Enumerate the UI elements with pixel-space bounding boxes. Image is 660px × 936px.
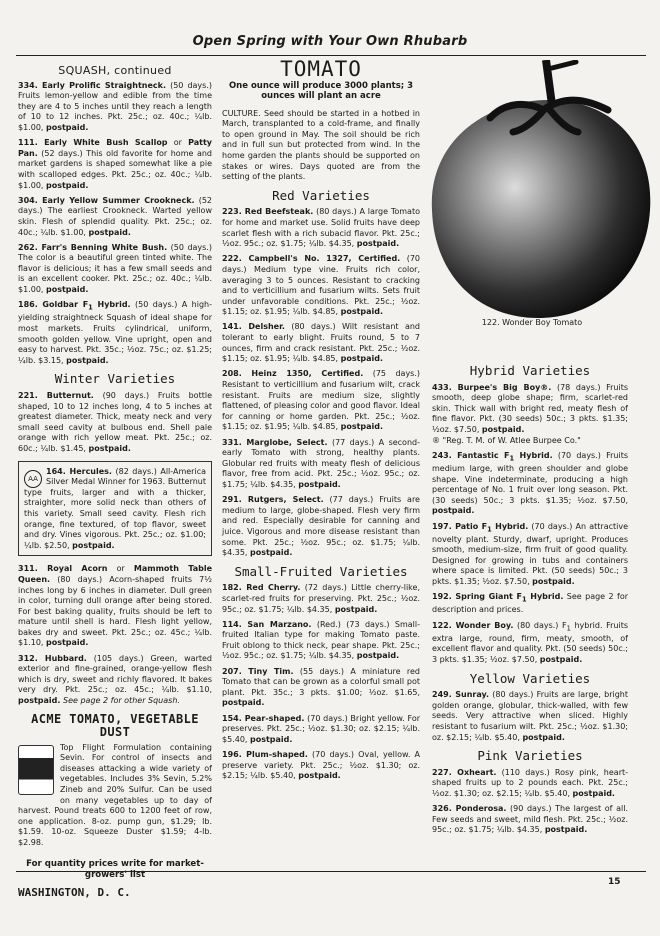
- catalog-entry: 311. Royal Acorn or Mammoth Table Queen. (80 days.) Acorn-shaped fruits 7½ inches long by 6 inches in diameter. Dull green in color, turning dull orange after being stored. For best baking quality, fruits should be left to mature until shell is hard. Flesh light yellow, bakes dry and sweet. Pkt. 25c.; oz. 45c.; ¼lb. $1.10, postpaid.: [18, 564, 212, 648]
- winter-varieties-heading: Winter Varieties: [54, 371, 176, 387]
- catalog-entry: 141. Delsher. (80 days.) Wilt resistant and tolerant to early blight. Fruits round, 5 to 7 ounces, firm and crack resistant. Pkt. 25c.; ½oz. $1.15; oz. $1.95; ¼lb. $4.85, postpaid.: [222, 322, 420, 364]
- small-fruited-heading: Small-Fruited Varieties: [234, 563, 408, 579]
- catalog-entry: 197. Patio $F_1$ Hybrid. (70 days.) An attractive novelty plant. Sturdy, dwarf, upright. Produces smooth, medium-size, firm fruit of good quality. Designed for growing in tubs and containers where space is limited. Pkt. (50 seeds) 50c.; 3 pkts. $1.35; ½oz. $7.50, postpaid.: [432, 521, 629, 587]
- catalog-entry: 227. Oxheart. (110 days.) Rosy pink, heart-shaped fruits up to 2 pounds each. Pkt. 25c.; ½oz. $1.30; oz. $2.15; ¼lb. $5.40, postpaid.: [432, 767, 629, 798]
- catalog-entry: 114. San Marzano. (Red.) (73 days.) Small-fruited Italian type for making Tomato paste. Fruit oblong to thick neck, pear shape. Pkt. 25c.; ½oz. 95c.; oz. $1.75; ¼lb. $4.35, postpaid.: [222, 619, 420, 661]
- catalog-entry: 182. Red Cherry. (72 days.) Little cherry-like, scarlet-red fruits for preserving. Pkt. 25c.; ½oz. 95c.; oz. $1.75; ¼lb. $4.35, postpaid.: [222, 583, 420, 614]
- quantity-note: For quantity prices write for market-growers' list: [26, 858, 204, 880]
- column-squash: [18, 64, 212, 881]
- tomato-caption: 122. Wonder Boy Tomato: [481, 318, 583, 327]
- all-america-medal-icon: AA: [24, 470, 42, 488]
- catalog-entry: 262. Farr's Benning White Bush. (50 days.) The color is a beautiful green tinted white. The flavor is delicious; it has a few small seeds and is an excellent cooker. Pkt. 25c.; oz. 40c.; ¼lb. $1.00, postpaid.: [18, 242, 212, 295]
- catalog-entry: 312. Hubbard. (105 days.) Green, warted exterior and fine-grained, orange-yellow flesh which is dry, sweet and richly flavored. It bakes very dry. Pkt. 25c.; oz. 45c.; ¼lb. $1.10, postpaid. See page 2 for other Squash.: [18, 653, 213, 706]
- header-rule: [16, 55, 646, 56]
- column-tomato: [222, 57, 421, 786]
- column-hybrid: [432, 358, 628, 841]
- catalog-entry: 326. Ponderosa. (90 days.) The largest of all. Few seeds and sweet, mild flesh. Pkt. 25c.; ½oz. 95c.; oz. $1.75; ¼lb. $4.35, postpaid.: [432, 804, 628, 835]
- squash-entries: [18, 81, 212, 367]
- winter-entries: [18, 391, 212, 455]
- footer-city: WASHINGTON, D. C.: [18, 886, 131, 899]
- running-header: Open Spring with Your Own Rhubarb: [192, 34, 468, 49]
- hercules-entry: 164. Hercules. (82 days.) All-America Silver Medal Winner for 1963. Butternut type fruits, larger and with a thicker, straighter, more solid neck than others of this variety. Small seed cavity. Flesh rich orange, fine textured, of top flavor, sweet and dry. Vines vigorous. Pkt. 25c.; oz. $1.00; ¼lb. $2.50, postpaid.: [24, 466, 206, 550]
- more-squash-entries: [18, 564, 212, 706]
- red-varieties-heading: Red Varieties: [272, 187, 370, 203]
- catalog-entry: 291. Rutgers, Select. (77 days.) Fruits are medium to large, globe-shaped. Flesh very firm and red. Especially desirable for canning and juice. Vigorous and more disease resistant than some. Pkt. 25c.; ½oz. 95c.; oz. $1.75; ¼lb. $4.35, postpaid.: [222, 495, 420, 558]
- catalog-entry: 243. Fantastic $F_1$ Hybrid. (70 days.) Fruits medium large, with green shoulder and globe shape. Vine indeterminate, producing a high percentage of No. 1 fruit over long season. Pkt. (30 seeds) 50c.; 3 pkts. $1.35; ½oz. $7.50, postpaid.: [432, 450, 628, 516]
- yellow-varieties-heading: Yellow Varieties: [469, 670, 591, 686]
- catalog-entry: 222. Campbell's No. 1327, Certified. (70 days.) Medium type vine. Fruits rich color, averaging 3 to 5 ounces. Resistant to cracking and to verticillium and fusarium wilts. Sets fruit under unfavorable conditions. Pkt. 25c.; ½oz. $1.15; oz. $1.95; ¼lb. $4.85, postpaid.: [222, 254, 421, 317]
- catalog-entry: 192. Spring Giant $F_1$ Hybrid. See page 2 for description and prices.: [432, 592, 628, 615]
- hybrid-varieties-heading: Hybrid Varieties: [469, 363, 591, 378]
- acme-text: Top Flight Formulation containing Sevin. For control of insects and diseases attacking a wide variety of vegetables. Includes 3% Sevin, 5.2% Zineb and 20% Sulfur. Can be used on many vegetables up to day of harvest. Pound treats 600 to 1200 feet of row, one application. 8-oz. pump gun, $1.29; lb. $1.59. 10-oz. Squeeze Duster $1.59; 4-lb. $2.98.: [18, 742, 212, 847]
- footer-rule: [16, 871, 646, 872]
- catalog-entry: 433. Burpee's Big Boy®. (78 days.) Fruits smooth, deep globe shape; firm, scarlet-red skin. Thick wall with bright red, meaty flesh of fine flavor. Pkt. (30 seeds) 50c.; 3 pkts. $1.35; ½oz. $7.50, postpaid. ® "Reg. T. M. of W. Atlee Burpee Co.": [432, 382, 628, 445]
- page-number: 15: [608, 877, 621, 887]
- catalog-entry: 154. Pear-shaped. (70 days.) Bright yellow. For preserves. Pkt. 25c.; ½oz. $1.30; oz. $2.15; ¼lb. $5.40, postpaid.: [222, 713, 421, 744]
- catalog-entry: 207. Tiny Tim. (55 days.) A miniature red Tomato that can be grown as a colorful small pot plant. Pkt. 35c.; 3 pkts. $1.00; ½oz. $1.65, postpaid.: [222, 666, 420, 708]
- catalog-entry: 221. Butternut. (90 days.) Fruits bottle shaped, 10 to 12 inches long, 4 to 5 inches at greatest diameter. Thick, meaty neck and very small seed cavity at bulbous end. Shell pale orange with rich yellow meat. Pkt. 25c.; oz. 60c.; ¼lb. $1.45, postpaid.: [18, 391, 212, 453]
- hybrid-entries: [432, 383, 628, 666]
- yellow-entries: [432, 690, 628, 743]
- catalog-entry: 331. Marglobe, Select. (77 days.) A second-early Tomato with strong, healthy plants. Globular red fruits with meaty flesh of delicious flavor, free from acid. Pkt. 25c.; ½oz. 95c.; oz. $1.75; ¼lb. $4.35, postpaid.: [222, 437, 420, 489]
- catalog-entry: 223. Red Beefsteak. (80 days.) A large Tomato for home and market use. Solid fruits have deep scarlet flesh with a rich subacid flavor. Pkt. 25c.; ½oz. 95c.; oz. $1.75; ¼lb. $4.35, postpaid.: [222, 207, 420, 249]
- hercules-box: [18, 461, 212, 557]
- red-entries: [222, 207, 420, 558]
- acme-block: [18, 743, 212, 849]
- catalog-entry: 111. Early White Bush Scallop or Patty Pan. (52 days.) This old favorite for home and market gardens is shaped somewhat like a pie with scalloped edges. Pkt. 25c.; oz. 40c.; ¼lb. $1.00, postpaid.: [18, 138, 212, 190]
- small-entries: [222, 583, 420, 781]
- pink-varieties-heading: Pink Varieties: [477, 748, 583, 764]
- pink-entries: [432, 768, 628, 836]
- catalog-entry: 249. Sunray. (80 days.) Fruits are large, bright golden orange, globular, thick-walled, with few seeds. Very attractive when sliced. Highly resistant to fusarium wilt. Pkt. 25c.; ½oz. $1.30; oz. $2.15; ¼lb. $5.40, postpaid.: [432, 690, 629, 742]
- catalog-entry: 304. Early Yellow Summer Crookneck. (52 days.) The earliest Crookneck. Warted yellow skin. Flesh of splendid quality. Pkt. 25c.; oz. 40c.; ¼lb. $1.00, postpaid.: [18, 195, 212, 237]
- catalog-entry: 334. Early Prolific Straightneck. (50 days.) Fruits lemon-yellow and edible from the time they are 4 to 5 inches until they reach a length of 10 to 12 inches. Pkt. 25c.; oz. 40c.; ¼lb. $1.00, postpaid.: [18, 80, 213, 132]
- culture-text: CULTURE. Seed should be started in a hotbed in March, transplanted to a cold-frame, and finally to open ground in May. The soil should be rich and in full sun but protected from wind. In the home garden the plants should be supported on stakes or wires. Days quoted are from the setting of the plants.: [222, 108, 420, 182]
- tomato-title: TOMATO: [280, 57, 362, 81]
- squash-continued-heading: SQUASH, continued: [58, 64, 172, 77]
- acme-dust-heading: ACME TOMATO, VEGETABLE DUST: [31, 711, 199, 739]
- catalog-entry: 196. Plum-shaped. (70 days.) Oval, yellow. A preserve variety. Pkt. 25c.; ½oz. $1.30; oz. $2.15; ¼lb. $5.40, postpaid.: [222, 750, 420, 781]
- catalog-entry: 208. Heinz 1350, Certified. (75 days.) Resistant to verticillium and fusarium wilt, crack resistant. Fruits are medium size, slightly flattened, of pleasing color and good flavor. Ideal for canning or home garden. Pkt. 25c.; ½oz. $1.15; oz. $1.95; ¼lb. $4.85, postpaid.: [222, 369, 421, 432]
- tomato-illustration: [418, 60, 656, 325]
- dust-can-icon: [18, 745, 54, 795]
- catalog-entry: 186. Goldbar $F_1$ Hybrid. (50 days.) A high-yielding straightneck Squash of ideal shape for most markets. Fruits cylindrical, uniform, smooth golden yellow. Vine upright, open and easy to harvest. Pkt. 35c.; ½oz. 75c.; oz. $1.25; ¼lb. $3.15, postpaid.: [18, 300, 213, 365]
- catalog-entry: 122. Wonder Boy. (80 days.) $F_1$ hybrid. Fruits extra large, round, firm, meaty, smooth, of excellent flavor and quality. Pkt. (50 seeds) 50c.; 3 pkts. $1.35; ½oz. $7.50, postpaid.: [432, 620, 629, 664]
- tomato-subtitle: One ounce will produce 3000 plants; 3 ounces will plant an acre: [228, 80, 414, 101]
